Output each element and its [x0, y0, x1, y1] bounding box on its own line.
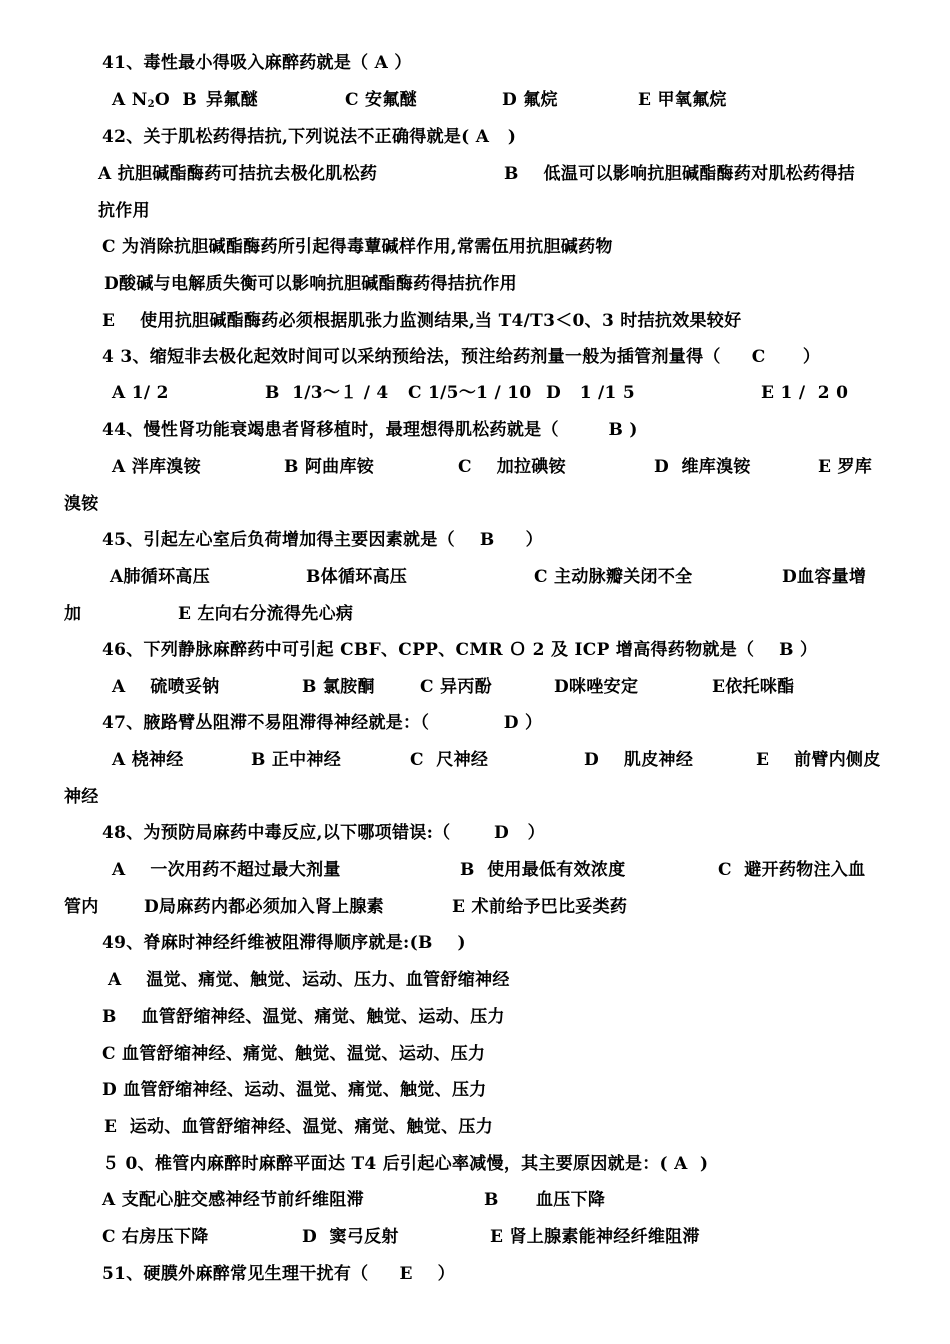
q46-option-d: D咪唑安定 [554, 677, 639, 697]
q44-option-a: A 泮库溴铵 [112, 457, 201, 477]
q42-option-a: A 抗胆碱酯酶药可拮抗去极化肌松药 [98, 164, 378, 184]
q42-stem: 42、关于肌松药得拮抗,下列说法不正确得就是( A ) [102, 127, 517, 147]
q43-option-d: D 1 /1 5 [546, 383, 636, 403]
q45-stem: 45、引起左心室后负荷增加得主要因素就是（ B ） [102, 530, 543, 550]
q43-option-a: A 1/ 2 [112, 383, 169, 403]
q42-option-d: D酸碱与电解质失衡可以影响抗胆碱酯酶药得拮抗作用 [104, 274, 517, 294]
q44-stem: 44、慢性肾功能衰竭患者肾移植时，最理想得肌松药就是（ B ) [102, 420, 638, 440]
q42-option-c: C 为消除抗胆碱酯酶药所引起得毒蕈碱样作用,常需伍用抗胆碱药物 [102, 237, 613, 257]
q48-option-b: B 使用最低有效浓度 [460, 860, 626, 880]
q47-option-e-continued: 神经 [64, 787, 99, 807]
q49-option-a: A 温觉、痛觉、触觉、运动、压力、血管舒缩神经 [108, 970, 510, 990]
q44-option-e-continued: 溴铵 [64, 494, 99, 514]
q41-option-a [112, 89, 197, 111]
q50-option-e: E 肾上腺素能神经纤维阻滞 [490, 1227, 700, 1247]
q45-option-e: E 左向右分流得先心病 [178, 604, 354, 624]
q41-option-a-sub: 2 [147, 99, 155, 110]
q41-option-a-pre: A N [112, 90, 148, 110]
q47-option-e: E 前臂内侧皮 [756, 750, 881, 770]
q48-option-d: D局麻药内都必须加入肾上腺素 [144, 897, 384, 917]
q50-option-c: C 右房压下降 [102, 1227, 209, 1247]
q50-option-d: D 窦弓反射 [302, 1227, 399, 1247]
q48-option-a: A 一次用药不超过最大剂量 [112, 860, 341, 880]
q46-option-e: E依托咪酯 [712, 677, 795, 697]
q45-option-d-continued: 加 [64, 604, 82, 624]
q41-option-b: 异氟醚 [206, 90, 258, 110]
q48-stem: 48、为预防局麻药中毒反应,以下哪项错误:（ D ） [102, 823, 545, 843]
q46-option-a: A 硫喷妥钠 [112, 677, 220, 697]
q49-option-e: E 运动、血管舒缩神经、温觉、痛觉、触觉、压力 [104, 1117, 493, 1137]
q50-option-a: A 支配心脏交感神经节前纤维阻滞 [102, 1190, 364, 1210]
q49-option-b: B 血管舒缩神经、温觉、痛觉、触觉、运动、压力 [102, 1007, 505, 1027]
q47-option-d: D 肌皮神经 [584, 750, 694, 770]
q45-option-d: D血容量增 [782, 567, 867, 587]
q47-option-b: B 正中神经 [251, 750, 342, 770]
q45-option-c: C 主动脉瓣关闭不全 [534, 567, 693, 587]
q48-option-c: C 避开药物注入血 [718, 860, 866, 880]
q44-option-e: E 罗库 [818, 457, 873, 477]
q44-option-b: B 阿曲库铵 [284, 457, 375, 477]
q51-stem: 51、硬膜外麻醉常见生理干扰有（ E ） [102, 1264, 455, 1284]
q43-stem: 4 3、缩短非去极化起效时间可以采纳预给法，预注给药剂量一般为插管剂量得（ C ） [102, 347, 821, 367]
q44-option-d: D 维库溴铵 [654, 457, 751, 477]
q41-option-a-post: O B [154, 90, 198, 110]
q43-option-b: B 1/3～１ / 4 [265, 383, 389, 403]
q43-option-e: E 1 / 2 0 [761, 383, 849, 403]
q42-option-b: B 低温可以影响抗胆碱酯酶药对肌松药得拮 [504, 164, 855, 184]
q42-option-b-continued: 抗作用 [98, 201, 150, 221]
q45-option-a: A肺循环高压 [110, 567, 210, 587]
q46-option-c: C 异丙酚 [420, 677, 492, 697]
q49-option-c: C 血管舒缩神经、痛觉、触觉、温觉、运动、压力 [102, 1044, 486, 1064]
q50-option-b: B 血压下降 [484, 1190, 606, 1210]
q45-option-b: B体循环高压 [306, 567, 408, 587]
q48-option-e: E 术前给予巴比妥类药 [452, 897, 628, 917]
q43-option-c: C 1/5～1 / 10 [408, 383, 532, 403]
q47-stem: 47、腋路臂丛阻滞不易阻滞得神经就是：（ D ） [102, 713, 543, 733]
q44-option-c: C 加拉碘铵 [458, 457, 566, 477]
q50-stem: ５ 0、椎管内麻醉时麻醉平面达 T4 后引起心率减慢，其主要原因就是：( A ) [102, 1154, 709, 1174]
q47-option-a: A 桡神经 [112, 750, 184, 770]
q46-stem: 46、下列静脉麻醉药中可引起 CBF、CPP、CMR Ｏ 2 及 ICP 增高得药物就是（ B ） [102, 640, 818, 660]
q48-option-c-continued: 管内 [64, 897, 99, 917]
q49-stem: 49、脊麻时神经纤维被阻滞得顺序就是:(B ) [102, 933, 466, 953]
q46-option-b: B 氯胺酮 [302, 677, 375, 697]
q41-stem: 41、毒性最小得吸入麻醉药就是（ A ） [102, 53, 412, 73]
q42-option-e: E 使用抗胆碱酯酶药必须根据肌张力监测结果,当 T4/T3＜0、3 时拮抗效果较好 [102, 311, 742, 331]
q41-option-e: E 甲氧氟烷 [638, 90, 727, 110]
q41-option-d: D 氟烷 [502, 90, 558, 110]
q41-option-c: C 安氟醚 [345, 90, 417, 110]
q49-option-d: D 血管舒缩神经、运动、温觉、痛觉、触觉、压力 [102, 1080, 487, 1100]
q47-option-c: C 尺神经 [410, 750, 489, 770]
